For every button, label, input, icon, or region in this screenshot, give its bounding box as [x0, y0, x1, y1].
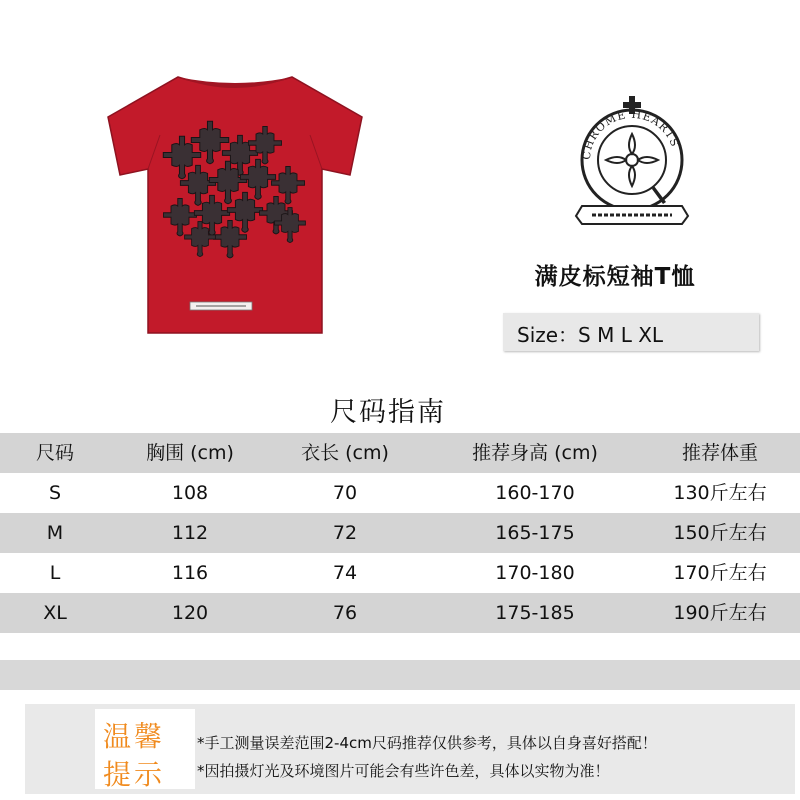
- tips-label-line2: 提示: [103, 758, 166, 791]
- weight-cell: 170斤左右: [673, 562, 767, 584]
- product-title: 满皮标短袖T恤: [534, 264, 696, 290]
- weight-cell: 190斤左右: [673, 602, 767, 624]
- logo-ring-text: CHROME HEARTS: [579, 107, 682, 161]
- size-cell: M: [46, 522, 64, 544]
- tips-label: [95, 709, 195, 789]
- size-cell: S: [48, 482, 62, 504]
- chest-cell: 120: [171, 602, 209, 624]
- weight-cell: 130斤左右: [673, 482, 767, 504]
- tip-note: *手工测量误差范围2-4cm尺码推荐仅供参考，具体以自身喜好搭配！: [197, 734, 657, 752]
- size-cell: L: [49, 562, 61, 584]
- table-row: [0, 513, 800, 553]
- tips-label-line1: 温馨: [103, 720, 166, 753]
- table-row: [0, 553, 800, 593]
- available-sizes-text: Size：S M L XL: [517, 323, 664, 347]
- chest-cell: 112: [171, 522, 209, 544]
- height-cell: 170-180: [495, 562, 575, 584]
- height-cell: 165-175: [495, 522, 575, 544]
- available-sizes-box: [503, 313, 759, 351]
- length-cell: 70: [332, 482, 358, 504]
- table-header-row: [0, 433, 800, 473]
- tip-note: *因拍摄灯光及环境图片可能会有些许色差，具体以实物为准！: [197, 762, 610, 780]
- tips-box: [25, 704, 795, 794]
- brand-logo: [568, 94, 696, 228]
- header-length: 衣长 (cm): [301, 442, 389, 464]
- length-cell: 72: [332, 522, 358, 544]
- weight-cell: 150斤左右: [673, 522, 767, 544]
- chest-cell: 116: [171, 562, 209, 584]
- size-guide-title: 尺码指南: [330, 397, 446, 428]
- length-cell: 74: [332, 562, 358, 584]
- header-chest: 胸围 (cm): [146, 442, 234, 464]
- table-row: [0, 473, 800, 513]
- length-cell: 76: [332, 602, 358, 624]
- chest-cell: 108: [171, 482, 209, 504]
- size-cell: XL: [43, 602, 67, 624]
- height-cell: 160-170: [495, 482, 575, 504]
- header-weight: 推荐体重: [681, 442, 758, 464]
- tshirt-product-image: [100, 65, 370, 350]
- height-cell: 175-185: [495, 602, 575, 624]
- header-height: 推荐身高 (cm): [472, 442, 598, 464]
- divider-band: [0, 660, 800, 690]
- header-size: 尺码: [35, 442, 74, 464]
- table-row: [0, 593, 800, 633]
